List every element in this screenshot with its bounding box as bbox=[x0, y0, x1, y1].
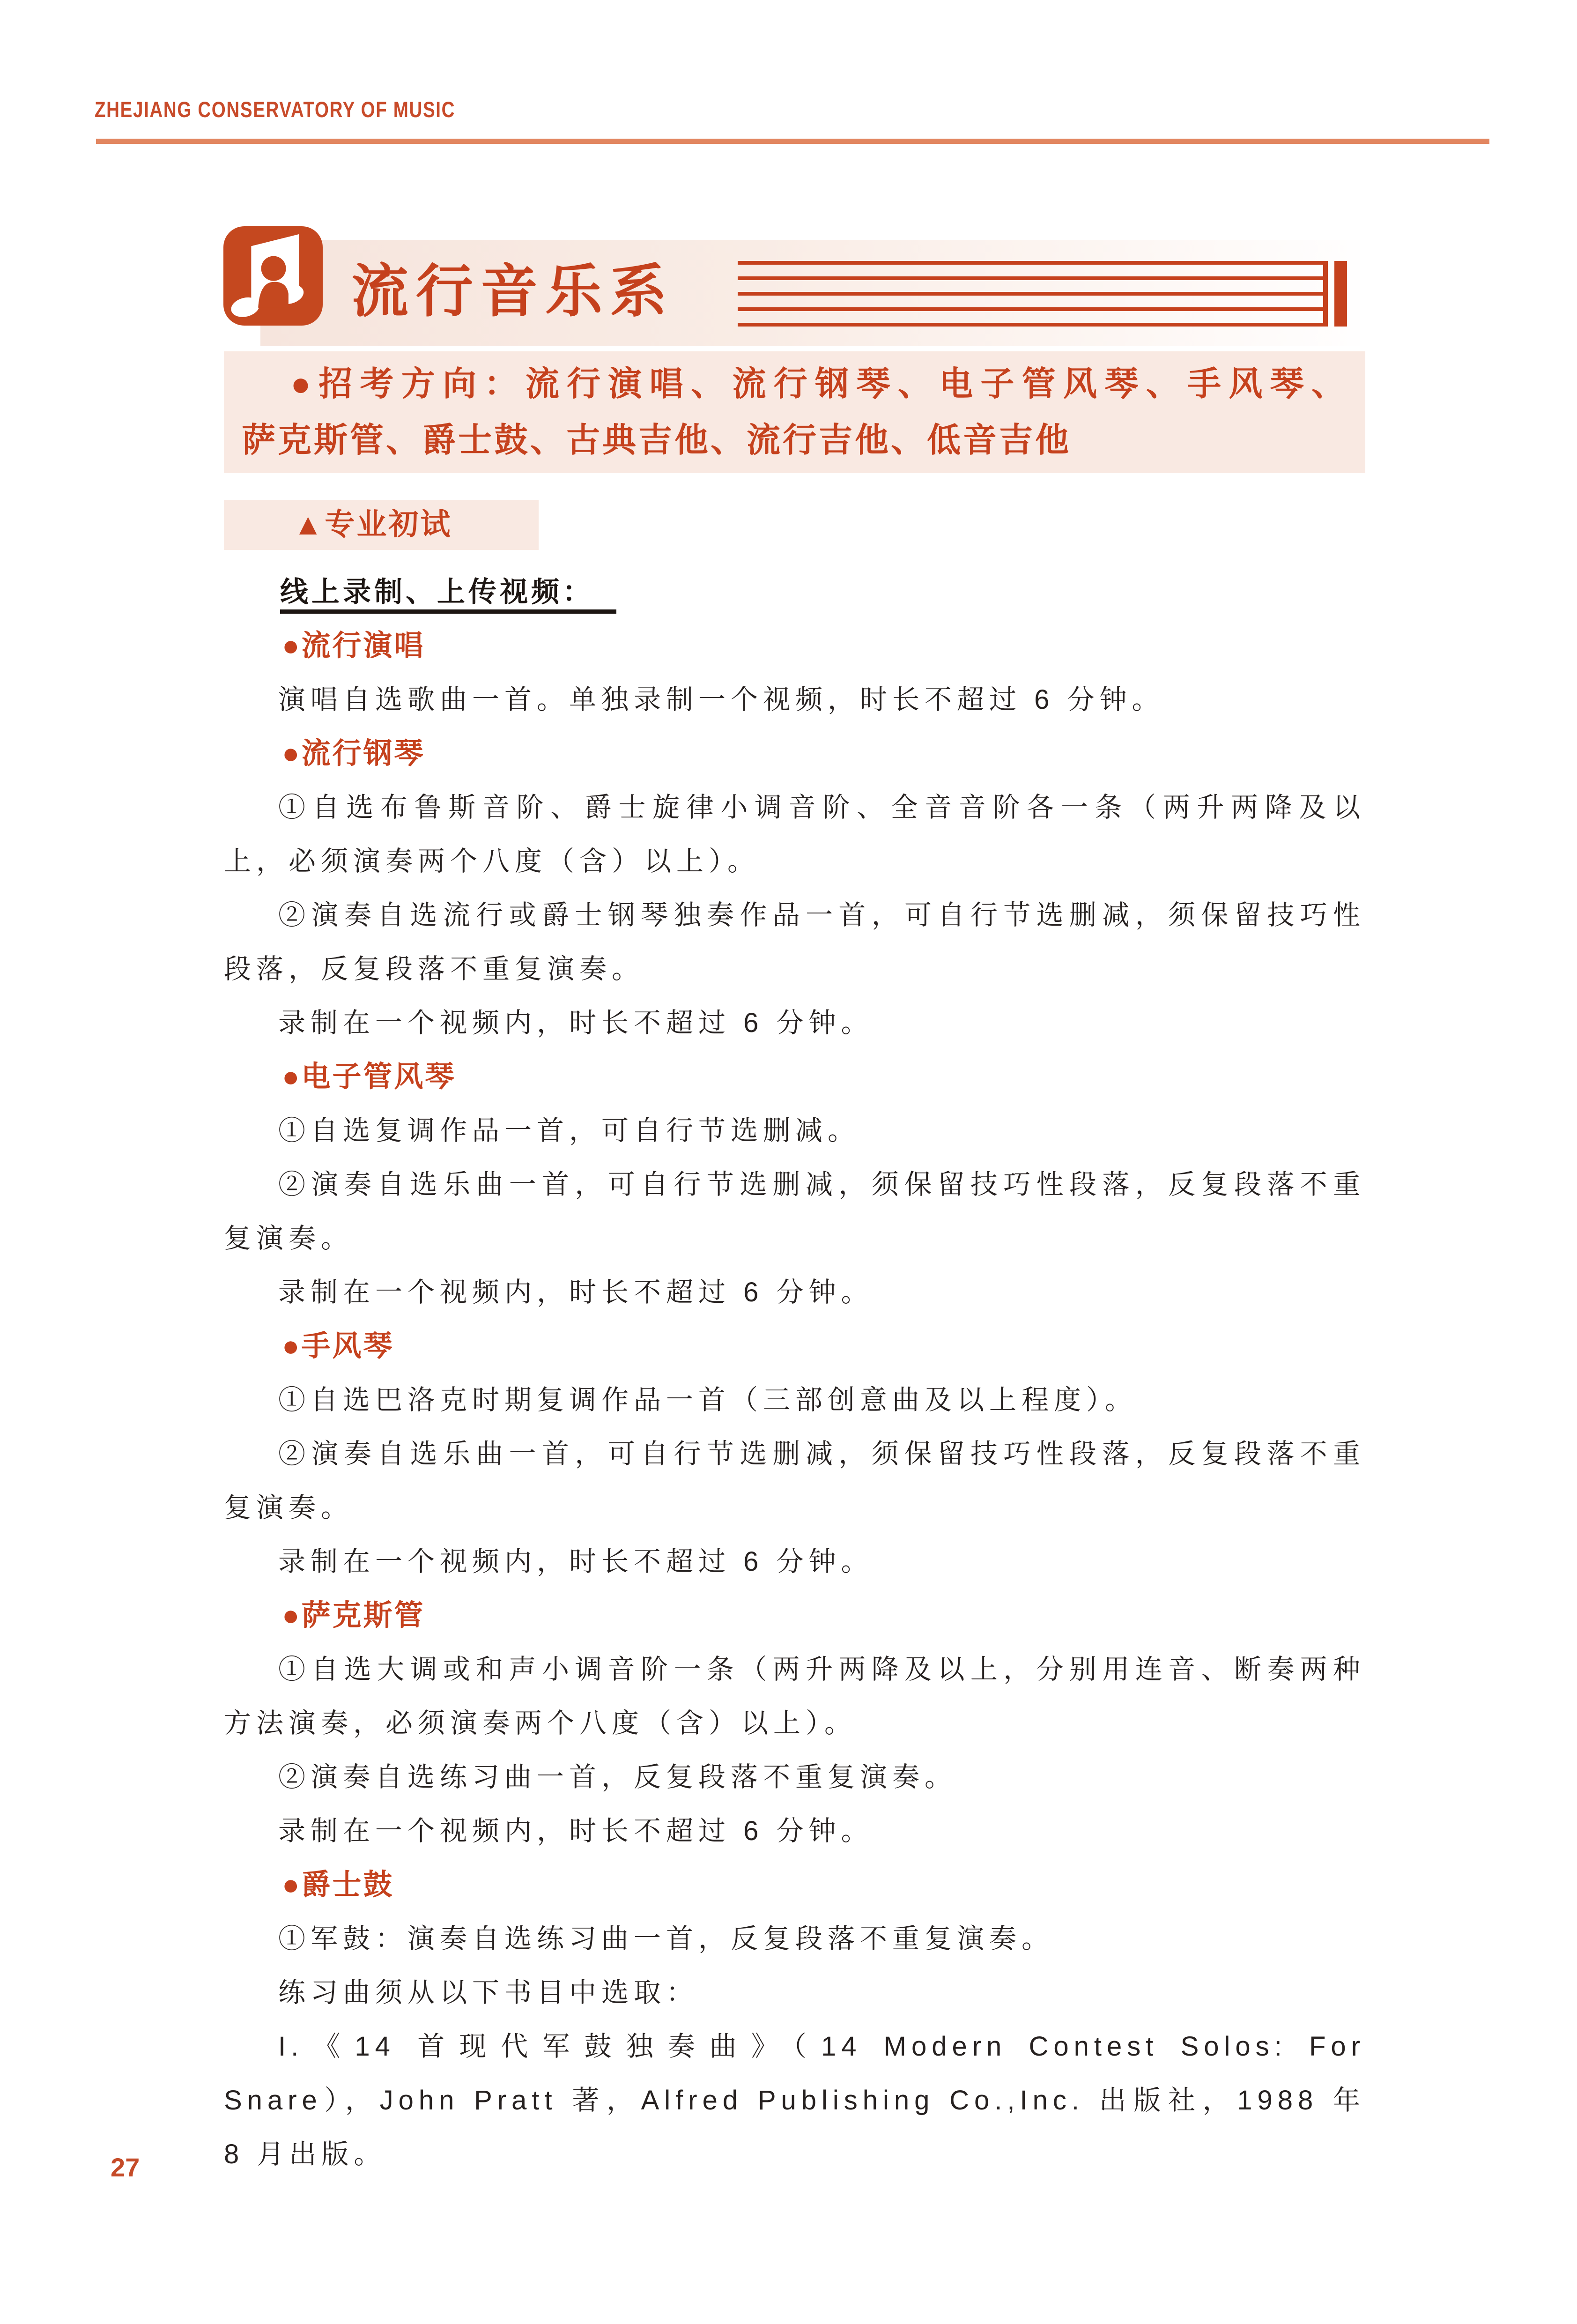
music-staff-lines bbox=[738, 261, 1328, 327]
paragraph: 录制在一个视频内，时长不超过 6 分钟。 bbox=[278, 1546, 874, 1577]
page-number: 27 bbox=[111, 2153, 140, 2182]
paragraph: ②演奏自选流行或爵士钢琴独奏作品一首，可自行节选删减，须保留技巧性段落，反复段落不重复演奏。 bbox=[224, 900, 1365, 984]
admission-line: ●招考方向：流行演唱、流行钢琴、电子管风琴、手风琴、 bbox=[290, 365, 1347, 403]
paragraph: ②演奏自选乐曲一首，可自行节选删减，须保留技巧性段落，反复段落不重复演奏。 bbox=[224, 1169, 1365, 1254]
exam-content-area bbox=[224, 500, 1365, 2181]
paragraph: 录制在一个视频内，时长不超过 6 分钟。 bbox=[278, 1816, 874, 1846]
paragraph: ①军鼓：演奏自选练习曲一首，反复段落不重复演奏。 bbox=[278, 1923, 1054, 1954]
paragraph: ①自选大调或和声小调音阶一条（两升两降及以上，分别用连音、断奏两种方法演奏，必须演奏两个八度（含）以上）。 bbox=[224, 1654, 1365, 1738]
header-rule bbox=[96, 139, 1489, 144]
paragraph: 演唱自选歌曲一首。单独录制一个视频，时长不超过 6 分钟。 bbox=[278, 684, 1164, 715]
exam-stage-badge: ▲专业初试 bbox=[224, 500, 539, 550]
section-heading: ●手风琴 bbox=[282, 1330, 394, 1362]
paragraph: I.《14 首现代军鼓独奏曲》（14 Modern Contest Solos: For Snare），John Pratt 著，Alfred Publishing Co.,Inc. 出版社，1988 年 8 月出版。 bbox=[224, 2031, 1365, 2169]
section-heading: ●流行钢琴 bbox=[282, 737, 425, 770]
exam-requirements-list bbox=[224, 565, 1365, 2181]
section-heading: ●电子管风琴 bbox=[282, 1061, 456, 1093]
paragraph: ①自选复调作品一首，可自行节选删减。 bbox=[278, 1115, 860, 1146]
paragraph: ②演奏自选练习曲一首，反复段落不重复演奏。 bbox=[278, 1762, 957, 1792]
section-heading: ●爵士鼓 bbox=[282, 1869, 394, 1901]
admission-directions-banner bbox=[224, 351, 1365, 473]
admission-line: 萨克斯管、爵士鼓、古典吉他、流行吉他、低音吉他 bbox=[242, 422, 1072, 459]
paragraph: ①自选布鲁斯音阶、爵士旋律小调音阶、全音音阶各一条（两升两降及以上，必须演奏两个八度（含）以上）。 bbox=[224, 792, 1365, 876]
brand-text: ZHEJIANG CONSERVATORY OF MUSIC bbox=[95, 97, 456, 122]
staff-end-barline bbox=[1334, 261, 1347, 327]
subtitle-underlined: 线上录制、上传视频： bbox=[224, 565, 1365, 619]
section-heading: ●萨克斯管 bbox=[282, 1599, 425, 1632]
paragraph: 录制在一个视频内，时长不超过 6 分钟。 bbox=[278, 1277, 874, 1307]
department-title: 流行音乐系 bbox=[351, 260, 674, 324]
paragraph: ②演奏自选乐曲一首，可自行节选删减，须保留技巧性段落，反复段落不重复演奏。 bbox=[224, 1439, 1365, 1523]
paragraph: 练习曲须从以下书目中选取： bbox=[278, 1977, 699, 2008]
paragraph: 录制在一个视频内，时长不超过 6 分钟。 bbox=[278, 1008, 874, 1038]
paragraph: ①自选巴洛克时期复调作品一首（三部创意曲及以上程度）。 bbox=[278, 1385, 1138, 1415]
music-notes-icon bbox=[222, 226, 325, 326]
section-heading: ●流行演唱 bbox=[282, 630, 425, 662]
